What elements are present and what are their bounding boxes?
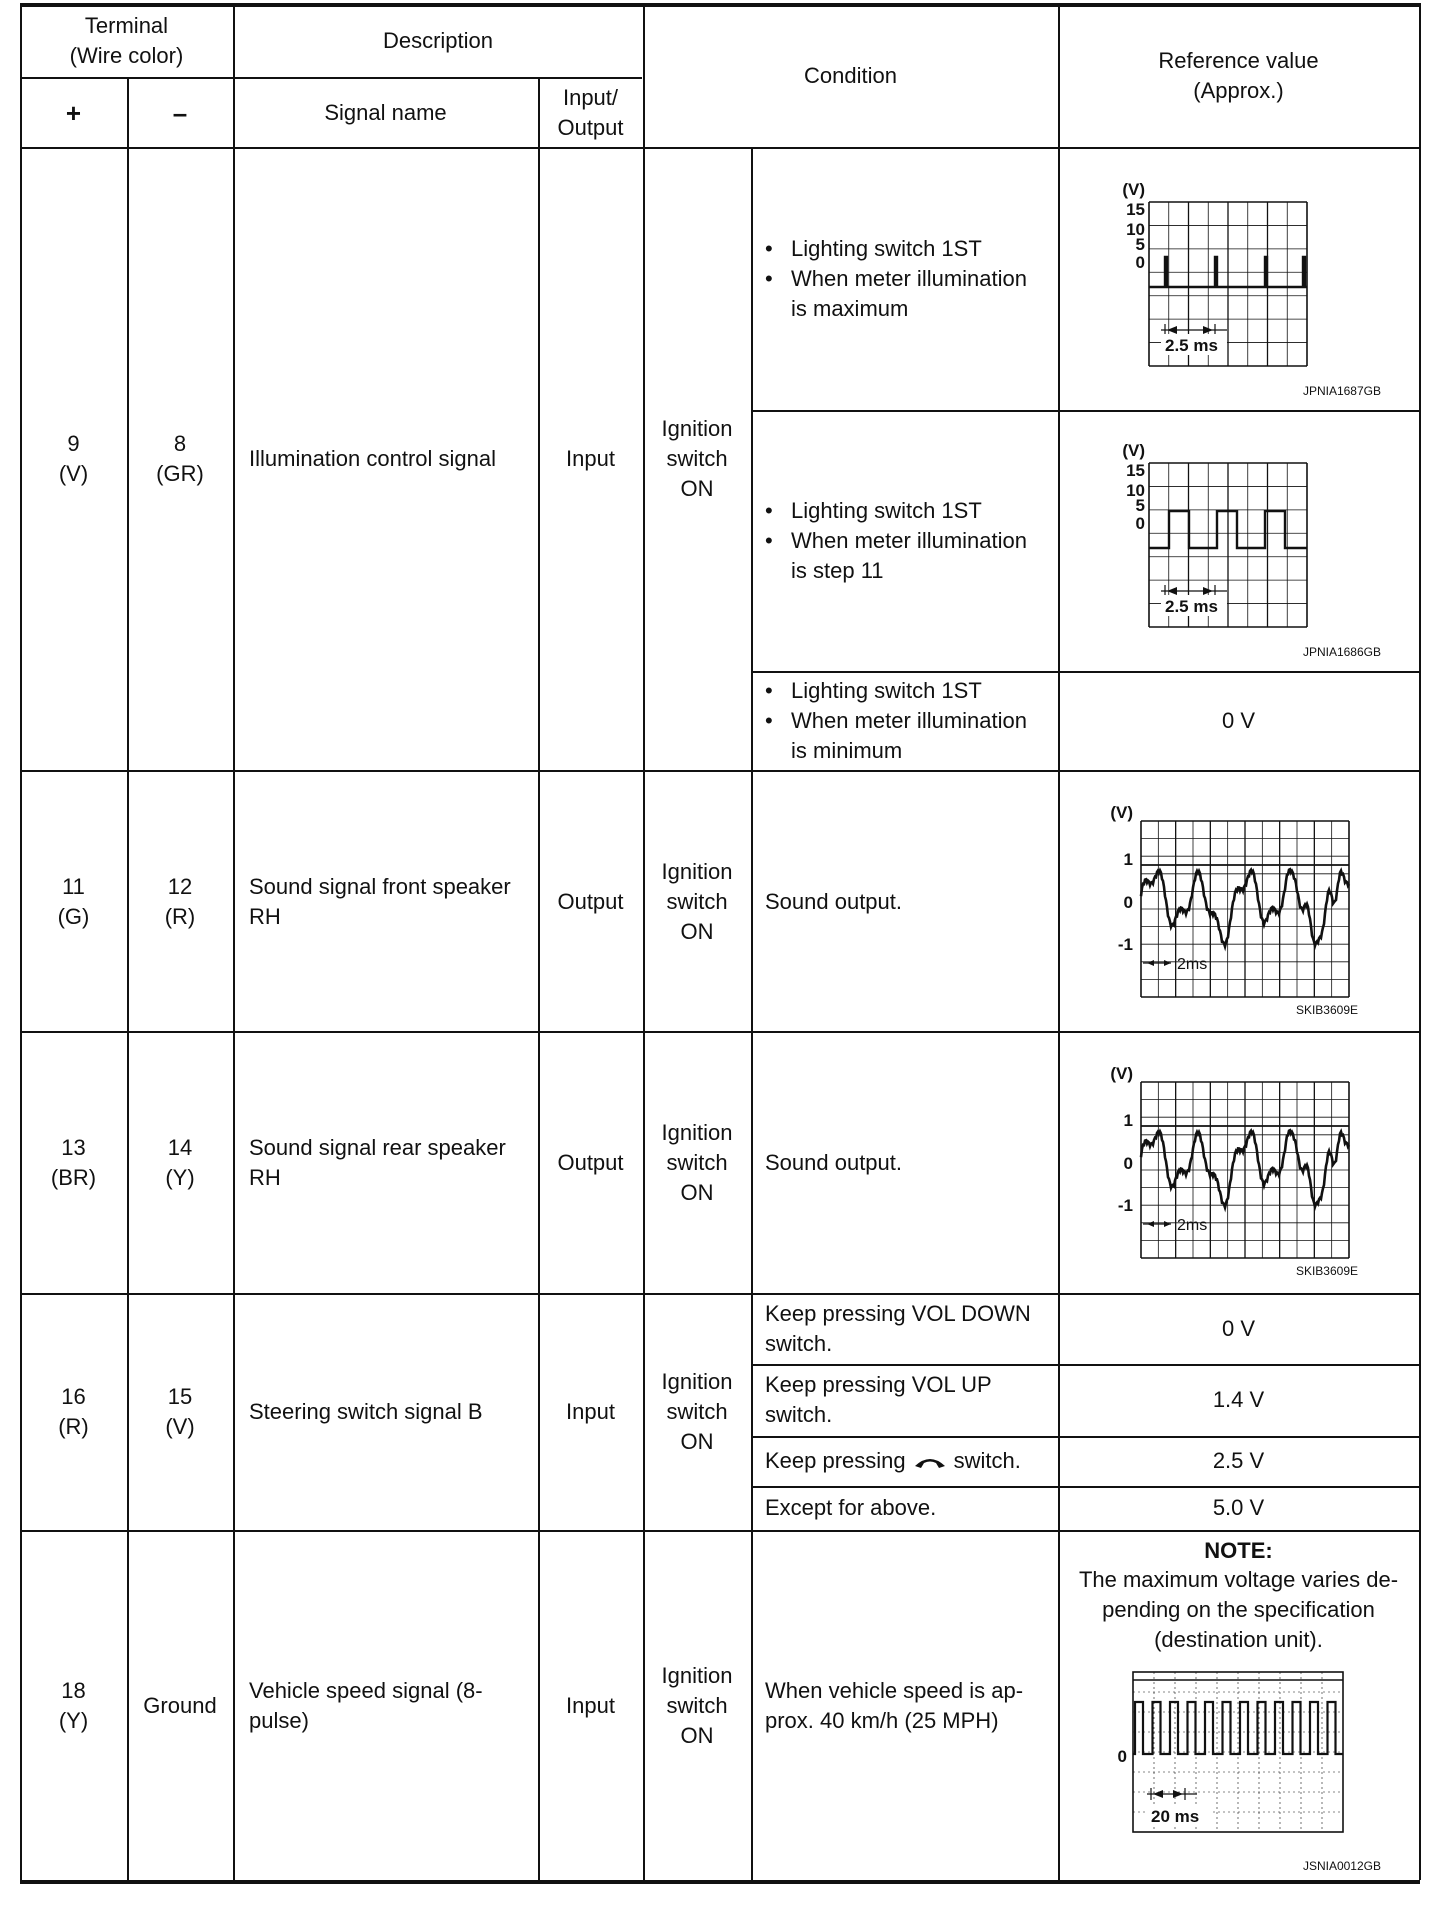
voltage-axis-label: 10 (1126, 220, 1145, 239)
time-scale-label: 20 ms (1151, 1807, 1200, 1826)
time-scale-label: 2.5 ms (1165, 336, 1218, 355)
bullet-mark (765, 294, 791, 324)
voltage-axis-label: 1 (1123, 1111, 1133, 1130)
input-output: Input (566, 1692, 615, 1718)
figure-code: JPNIA1687GB (1302, 384, 1381, 398)
ignition-condition-line: ON (680, 1722, 714, 1748)
header-description: Description (382, 28, 494, 53)
voltage-axis-label: -1 (1117, 935, 1133, 954)
header-input-output (538, 78, 643, 147)
ignition-condition-line: switch (666, 888, 728, 914)
condition-text: Lighting switch 1ST (791, 497, 982, 523)
terminal-minus-line: (V) (165, 1414, 195, 1439)
time-scale-marker (1147, 1788, 1197, 1800)
signal-name (249, 1032, 538, 1293)
terminal-minus (127, 771, 233, 1032)
header-terminal-line: Terminal (84, 13, 169, 38)
time-scale-label: 2ms (1177, 956, 1208, 973)
ignition-condition-line: Ignition (661, 1369, 733, 1394)
signal-name (249, 771, 538, 1032)
terminal-minus-line: 15 (167, 1384, 193, 1409)
signal-name: Illumination control signal (249, 446, 497, 471)
ignition-condition-line: ON (680, 918, 714, 944)
note-text (1058, 1565, 1419, 1655)
condition-cell: Sound output. (765, 888, 903, 914)
terminal-minus (127, 1294, 233, 1530)
input-output: Input (566, 1399, 615, 1424)
condition-bullet (765, 736, 1055, 766)
header-reference-value (1058, 5, 1419, 147)
ignition-condition-line: ON (680, 476, 714, 501)
oscilloscope-speed (1059, 1660, 1419, 1878)
note-text-line: pending on the specification (1102, 1597, 1375, 1622)
ignition-condition-line: ON (680, 1429, 714, 1454)
condition-cell-line: switch. (765, 1402, 833, 1427)
condition-text: Keep pressing (765, 1448, 906, 1473)
header-input-output-line: Input/ (562, 84, 619, 110)
voltage-axis-label: (V) (1122, 180, 1145, 199)
terminal-minus-line: (GR) (156, 461, 204, 486)
signal-name (249, 1531, 538, 1880)
header-signal-name: Signal name (324, 99, 447, 125)
terminal-plus-line: (BR) (50, 1164, 97, 1190)
voltage-axis-label: 15 (1126, 200, 1145, 219)
terminal-minus (127, 1032, 233, 1293)
condition-cell (765, 1531, 1055, 1880)
condition-bullet (765, 264, 1055, 294)
condition-cell (765, 671, 1055, 770)
phone-icon (912, 1451, 948, 1471)
signal-name-line: Sound signal rear speaker (249, 1134, 506, 1160)
terminal-minus-line: (Y) (165, 1164, 195, 1190)
terminal-plus-line: (Y) (58, 1707, 89, 1733)
terminal-plus (20, 148, 127, 770)
signal-name: Steering switch signal B (249, 1399, 483, 1424)
ignition-condition-line: switch (666, 446, 728, 471)
terminal-plus-line: 18 (61, 1677, 86, 1703)
condition-bullet (765, 706, 1055, 736)
figure-code: JSNIA0012GB (1302, 1859, 1381, 1873)
voltage-axis-label: (V) (1110, 1064, 1133, 1083)
condition-cell (765, 1436, 1055, 1486)
reference-value: 2.5 V (1212, 1448, 1265, 1473)
condition-text: Lighting switch 1ST (791, 236, 982, 261)
ignition-condition-line: Ignition (661, 1662, 733, 1688)
condition-text: When meter illumination (791, 527, 1027, 553)
header-plus: + (65, 97, 82, 128)
condition-cell-line: prox. 40 km/h (25 MPH) (765, 1707, 999, 1733)
terminal-minus-line: 12 (167, 873, 193, 899)
reference-value: 5.0 V (1212, 1495, 1265, 1520)
figure-code: SKIB3609E (1295, 1003, 1358, 1017)
voltage-axis-label: 10 (1126, 481, 1145, 500)
condition-cell (765, 1294, 1055, 1364)
terminal-plus-line: 9 (67, 431, 80, 456)
voltage-axis-label: 5 (1135, 235, 1145, 254)
ignition-condition-line: switch (666, 1149, 728, 1175)
column-rule (751, 147, 753, 1880)
signal-name-line: RH (249, 903, 281, 929)
oscilloscope-sound (1059, 1032, 1419, 1292)
terminal-plus (20, 1032, 127, 1293)
bullet-mark: • (765, 677, 773, 703)
ignition-condition (643, 771, 751, 1032)
condition-bullet (765, 496, 1055, 526)
header-minus: – (172, 97, 188, 128)
bullet-mark (765, 736, 791, 766)
condition-text: is step 11 (791, 557, 884, 583)
ignition-condition-line: switch (666, 1692, 728, 1718)
signal-name-line: RH (249, 1164, 281, 1190)
voltage-axis-label: (V) (1122, 441, 1145, 460)
signal-name-line: pulse) (249, 1707, 309, 1733)
signal-name-line: Vehicle speed signal (8- (249, 1677, 483, 1703)
time-scale-marker (1143, 1221, 1171, 1227)
ignition-condition (643, 1294, 751, 1530)
terminal-minus-line: (R) (164, 903, 196, 929)
note-title: NOTE: (1204, 1538, 1273, 1563)
time-scale-label: 2.5 ms (1165, 597, 1218, 616)
voltage-axis-label: 1 (1123, 850, 1133, 869)
header-input-output-line: Output (557, 114, 624, 140)
scope-grid (1141, 821, 1349, 997)
terminal-minus (127, 148, 233, 770)
input-output: Output (557, 1149, 624, 1175)
condition-text: switch. (953, 1448, 1021, 1473)
voltage-axis-label: 0 (1135, 253, 1145, 272)
reference-value: 0 V (1221, 1316, 1256, 1341)
voltage-axis-label: 0 (1135, 514, 1145, 533)
ignition-condition-line: Ignition (661, 858, 733, 884)
column-rule (1419, 3, 1421, 1880)
condition-cell-line: Keep pressing VOL DOWN (765, 1301, 1031, 1326)
terminal-minus-line: 14 (167, 1134, 193, 1160)
ignition-condition-line: Ignition (661, 1119, 733, 1145)
input-output: Input (566, 446, 615, 471)
bullet-mark: • (765, 527, 773, 553)
condition-cell: Sound output. (765, 1149, 903, 1175)
condition-cell-line: switch. (765, 1331, 833, 1356)
condition-bullet (765, 234, 1055, 264)
condition-bullet (765, 294, 1055, 324)
voltage-axis-label: -1 (1117, 1196, 1133, 1215)
column-rule (233, 3, 235, 1880)
header-reference-value-line: Reference value (1158, 48, 1319, 73)
ignition-condition-line: Ignition (661, 416, 733, 441)
condition-text: is minimum (791, 737, 903, 763)
ignition-condition (643, 148, 751, 770)
voltage-axis-label: (V) (1110, 803, 1133, 822)
header-terminal (20, 5, 233, 77)
ignition-condition-line: switch (666, 1399, 728, 1424)
condition-text: When meter illumination (791, 266, 1027, 291)
terminal-minus-line: 8 (173, 431, 187, 456)
condition-cell (765, 1364, 1055, 1436)
terminal-plus-line: (R) (58, 1414, 89, 1439)
header-reference-value-line: (Approx.) (1193, 78, 1284, 103)
oscilloscope-sound (1059, 771, 1419, 1031)
condition-cell (765, 410, 1055, 671)
terminal-plus-line: 13 (61, 1134, 86, 1160)
terminal-plus (20, 1294, 127, 1530)
figure-code: JPNIA1686GB (1302, 645, 1381, 659)
terminal-plus-line: (V) (58, 461, 89, 486)
condition-text: When meter illumination (791, 707, 1027, 733)
bullet-mark (765, 556, 791, 586)
bullet-mark: • (765, 236, 773, 261)
condition-cell-line: When vehicle speed is ap- (765, 1677, 1024, 1703)
input-output: Output (557, 888, 624, 914)
scope-grid (1141, 1082, 1349, 1258)
time-scale-label: 2ms (1177, 1217, 1208, 1234)
terminal-plus-line: 11 (62, 873, 85, 899)
bullet-mark: • (765, 497, 773, 523)
reference-value: 0 V (1221, 707, 1256, 733)
terminal-plus (20, 1531, 127, 1880)
terminal-minus: Ground (143, 1692, 217, 1718)
terminal-plus-line: 16 (61, 1384, 86, 1409)
header-condition: Condition (804, 63, 897, 88)
bullet-mark: • (765, 266, 773, 291)
note-text-line: The maximum voltage varies de- (1078, 1567, 1399, 1592)
signal-name-line: Sound signal front speaker (249, 873, 511, 899)
ignition-condition (643, 1032, 751, 1293)
condition-bullet (765, 676, 1055, 706)
condition-bullet (765, 526, 1055, 556)
time-scale-marker (1143, 960, 1171, 966)
ignition-condition-line: ON (680, 1179, 714, 1205)
terminal-plus (20, 771, 127, 1032)
voltage-axis-label: 0 (1117, 1747, 1127, 1766)
voltage-axis-label: 0 (1123, 893, 1133, 912)
voltage-axis-label: 15 (1126, 461, 1145, 480)
figure-code: SKIB3609E (1295, 1264, 1358, 1278)
condition-bullet (765, 556, 1055, 586)
terminal-plus-line: (G) (57, 903, 90, 929)
condition-cell-line: Keep pressing VOL UP (765, 1372, 992, 1397)
reference-value: 1.4 V (1212, 1387, 1265, 1412)
note-text-line: (destination unit). (1154, 1627, 1323, 1652)
condition-cell (765, 1486, 1055, 1530)
condition-text: Lighting switch 1ST (791, 677, 982, 703)
ignition-condition (643, 1531, 751, 1880)
condition-cell-line: Except for above. (765, 1495, 937, 1520)
condition-cell (765, 148, 1055, 410)
condition-text: is maximum (791, 296, 909, 321)
condition-line (765, 1446, 1055, 1476)
oscilloscope-square (1059, 411, 1419, 671)
voltage-axis-label: 5 (1135, 496, 1145, 515)
header-terminal-line: (Wire color) (69, 43, 184, 68)
oscilloscope-pulse (1059, 150, 1419, 410)
bullet-mark: • (765, 707, 773, 733)
table-bottom-border (20, 1880, 1420, 1884)
voltage-axis-label: 0 (1123, 1154, 1133, 1173)
